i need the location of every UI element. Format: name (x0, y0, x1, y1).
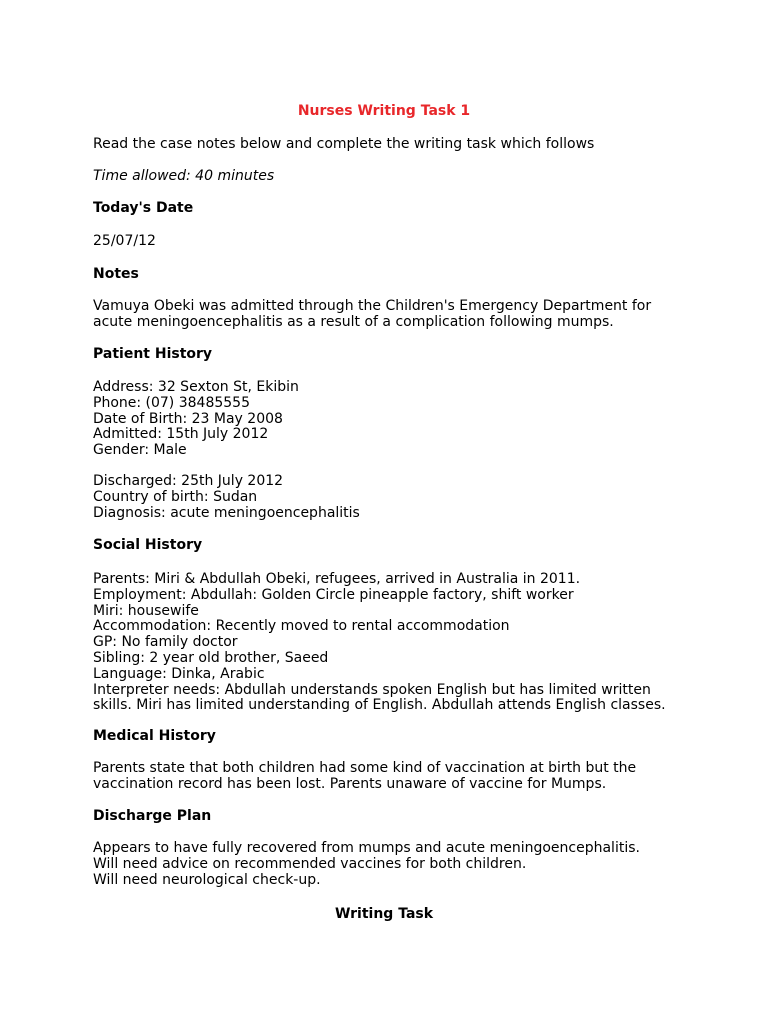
document-title: Nurses Writing Task 1 (297, 103, 471, 119)
patient-history-group-2 (93, 474, 733, 521)
discharge-plan-heading-text: Discharge Plan (93, 808, 212, 824)
social-history-line: Accommodation: Recently moved to rental accommodation (93, 618, 510, 635)
social-history-line: GP: No family doctor (93, 634, 238, 651)
time-allowed (93, 169, 733, 185)
discharge-plan-line: Will need advice on recommended vaccines for both children. (93, 855, 527, 872)
patient-admitted: Admitted: 15th July 2012 (93, 426, 269, 443)
notes-line: Vamuya Obeki was admitted through the Children's Emergency Department for (93, 298, 652, 314)
patient-dob: Date of Birth: 23 May 2008 (93, 410, 283, 427)
patient-address: Address: 32 Sexton St, Ekibin (93, 379, 299, 395)
social-history-line: Interpreter needs: Abdullah understands spoken English but has limited written (93, 681, 651, 698)
social-history-line: skills. Miri has limited understanding of English. Abdullah attends English classes. (93, 697, 666, 714)
social-history-line: Employment: Abdullah: Golden Circle pineapple factory, shift worker (93, 586, 574, 603)
writing-task-heading: Writing Task (334, 906, 434, 922)
time-allowed-text: Time allowed: 40 minutes (93, 168, 275, 184)
medical-history-heading (93, 729, 733, 745)
patient-history-group-1 (93, 380, 733, 459)
notes-line: acute meningoencephalitis as a result of a complication following mumps. (93, 313, 614, 330)
patient-phone: Phone: (07) 38485555 (93, 394, 250, 411)
patient-gender: Gender: Male (93, 442, 187, 459)
social-history-line: Parents: Miri & Abdullah Obeki, refugees, arrived in Australia in 2011. (93, 571, 581, 587)
patient-discharged: Discharged: 25th July 2012 (93, 473, 284, 489)
social-history-heading (93, 538, 733, 554)
patient-country-of-birth: Country of birth: Sudan (93, 488, 258, 505)
social-history-heading-text: Social History (93, 537, 203, 553)
discharge-plan-body (93, 841, 733, 888)
intro-text (93, 137, 733, 153)
discharge-plan-line: Appears to have fully recovered from mumps and acute meningoencephalitis. (93, 840, 640, 856)
todays-date-heading-text: Today's Date (93, 200, 194, 216)
discharge-plan-line: Will need neurological check-up. (93, 871, 321, 888)
medical-history-body (93, 761, 733, 793)
intro-line: Read the case notes below and complete the writing task which follows (93, 136, 595, 152)
medical-history-line: vaccination record has been lost. Parents unaware of vaccine for Mumps. (93, 775, 607, 792)
social-history-line: Miri: housewife (93, 602, 199, 619)
notes-body (93, 299, 733, 331)
social-history-body (93, 572, 733, 714)
social-history-line: Language: Dinka, Arabic (93, 665, 265, 682)
notes-heading-text: Notes (93, 266, 139, 282)
todays-date-value-text: 25/07/12 (93, 233, 156, 249)
patient-history-heading (93, 347, 733, 363)
discharge-plan-heading (93, 809, 733, 825)
patient-diagnosis: Diagnosis: acute meningoencephalitis (93, 504, 360, 521)
social-history-line: Sibling: 2 year old brother, Saeed (93, 649, 329, 666)
todays-date-heading (93, 201, 733, 217)
patient-history-heading-text: Patient History (93, 346, 213, 362)
medical-history-line: Parents state that both children had some kind of vaccination at birth but the (93, 760, 637, 776)
todays-date-value (93, 234, 733, 250)
notes-heading (93, 267, 733, 283)
medical-history-heading-text: Medical History (93, 728, 216, 744)
